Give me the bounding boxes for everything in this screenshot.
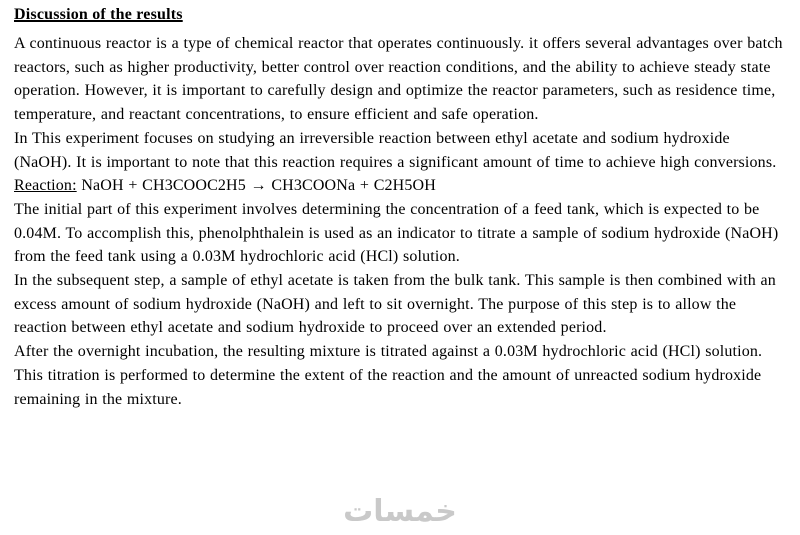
paragraph-experiment-focus: In This experiment focuses on studying an irreversible reaction between ethyl acetate and sodium hydroxide (NaOH). It is important to note that this reaction requires a significant amount of time to achieve high conversions. [14, 129, 777, 171]
paragraph-final-titration: After the overnight incubation, the resulting mixture is titrated against a 0.03M hydrochloric acid (HCl) solution. This titration is performed to determine the extent of the reaction and the amount of unreacted sodium hydroxide remaining in the mixture. [14, 343, 763, 408]
reaction-equation: NaOH + CH3COOC2H5 → CH3COONa + C2H5OH [81, 177, 436, 195]
paragraph-intro-reactor: A continuous reactor is a type of chemical reactor that operates continuously. it offers several advantages over batch reactors, such as higher productivity, better control over reaction conditions, and the ability to achieve steady state operation. However, it is important to carefully design and optimize the reactor parameters, such as residence time, temperature, and reactant concentrations, to ensure efficient and safe operation. [14, 35, 783, 124]
paragraph-overnight-step: In the subsequent step, a sample of ethyl acetate is taken from the bulk tank. This sample is then combined with an excess amount of sodium hydroxide (NaOH) and left to sit overnight. The purpose of this step is to allow the reaction between ethyl acetate and sodium hydroxide to proceed over an extended period. [14, 272, 776, 337]
reaction-label: Reaction: [14, 177, 77, 195]
paragraph-feed-tank-titration: The initial part of this experiment involves determining the concentration of a feed tank, which is expected to be 0.04M. To accomplish this, phenolphthalein is used as an indicator to titrate a sample of sodium hydroxide (NaOH) from the feed tank using a 0.03M hydrochloric acid (HCl) solution. [14, 200, 779, 266]
page-title: Discussion of the results [14, 6, 183, 23]
watermark: خمسات [343, 494, 457, 529]
reaction-line [14, 174, 784, 198]
